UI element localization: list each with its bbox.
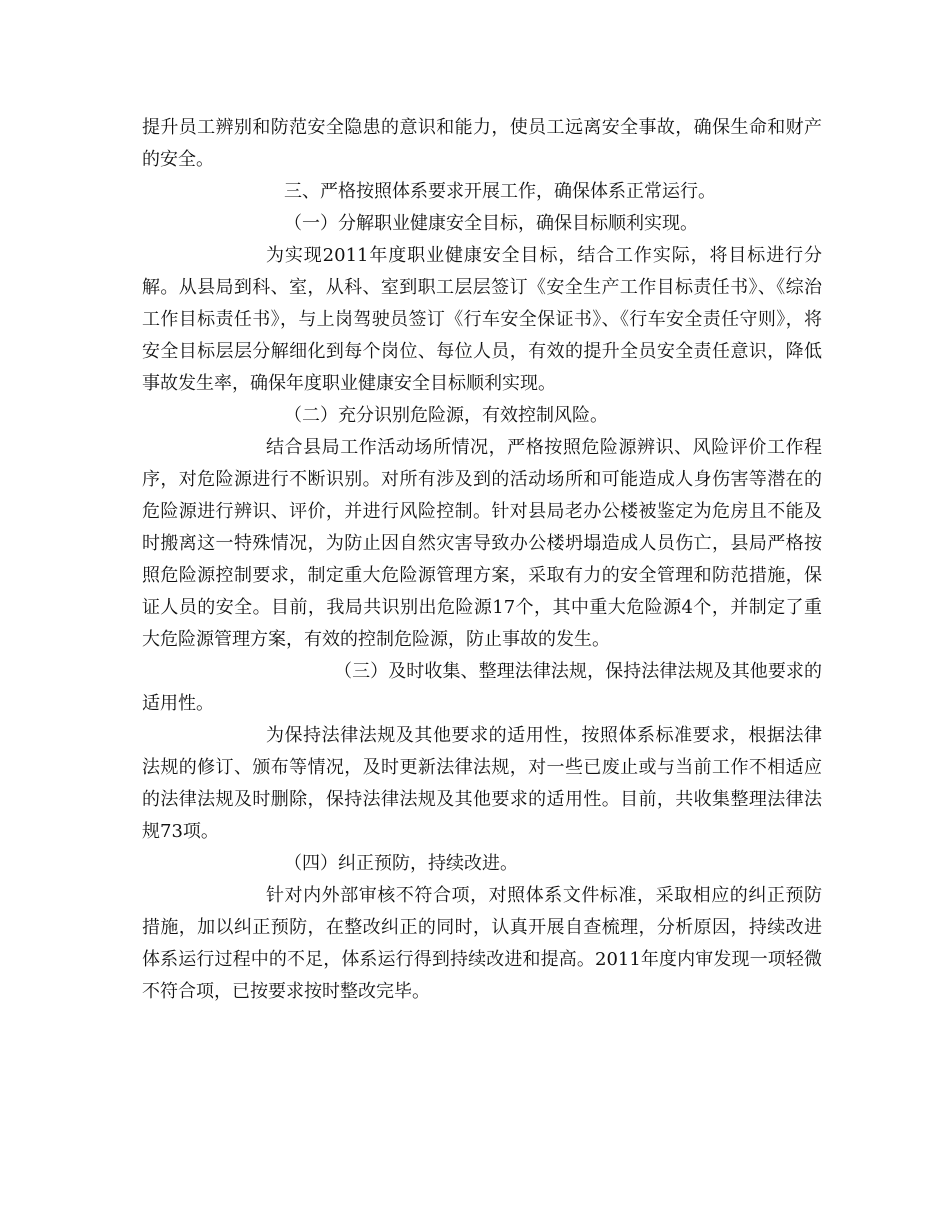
document-body (142, 112, 822, 1008)
subheading-3: （三）及时收集、整理法律法规，保持法律法规及其他要求的适用性。 (142, 661, 822, 714)
paragraph-3: 结合县局工作活动场所情况，严格按照危险源辨识、风险评价工作程序，对危险源进行不断识别。对所有涉及到的活动场所和可能造成人身伤害等潜在的危险源进行辨识、评价，并进行风险控制。针对县局老办公楼被鉴定为危房且不能及时搬离这一特殊情况，为防止因自然灾害导致办公楼坍塌造成人员伤亡，县局严格按照危险源控制要求，制定重大危险源管理方案，采取有力的安全管理和防范措施，保证人员的安全。目前，我局共识别出危险源17个，其中重大危险源4个，并制定了重大危险源管理方案，有效的控制危险源，防止事故的发生。 (142, 437, 822, 650)
paragraph-2: 为实现2011年度职业健康安全目标，结合工作实际，将目标进行分解。从县局到科、室，从科、室到职工层层签订《安全生产工作目标责任书》、《综治工作目标责任书》，与上岗驾驶员签订《行车安全保证书》、《行车安全责任守则》，将安全目标层层分解细化到每个岗位、每位人员，有效的提升全员安全责任意识，降低事故发生率，确保年度职业健康安全目标顺利实现。 (142, 245, 822, 394)
paragraph-1: 提升员工辨别和防范安全隐患的意识和能力，使员工远离安全事故，确保生命和财产的安全。 (142, 117, 822, 170)
subheading-2: （二）充分识别危险源，有效控制风险。 (284, 405, 608, 426)
paragraph-4: 为保持法律法规及其他要求的适用性，按照体系标准要求，根据法律法规的修订、颁布等情况，及时更新法律法规，对一些已废止或与当前工作不相适应的法律法规及时删除，保持法律法规及其他要求的适用性。目前，共收集整理法律法规73项。 (142, 725, 822, 842)
paragraph-5: 针对内外部审核不符合项，对照体系文件标准，采取相应的纠正预防措施，加以纠正预防，在整改纠正的同时，认真开展自查梳理，分析原因，持续改进体系运行过程中的不足，体系运行得到持续改进和提高。2011年度内审发现一项轻微不符合项，已按要求按时整改完毕。 (142, 885, 822, 1002)
section-heading-3: 三、严格按照体系要求开展工作，确保体系正常运行。 (284, 181, 716, 202)
subheading-4: （四）纠正预防，持续改进。 (284, 853, 518, 874)
subheading-1: （一）分解职业健康安全目标，确保目标顺利实现。 (284, 213, 698, 234)
